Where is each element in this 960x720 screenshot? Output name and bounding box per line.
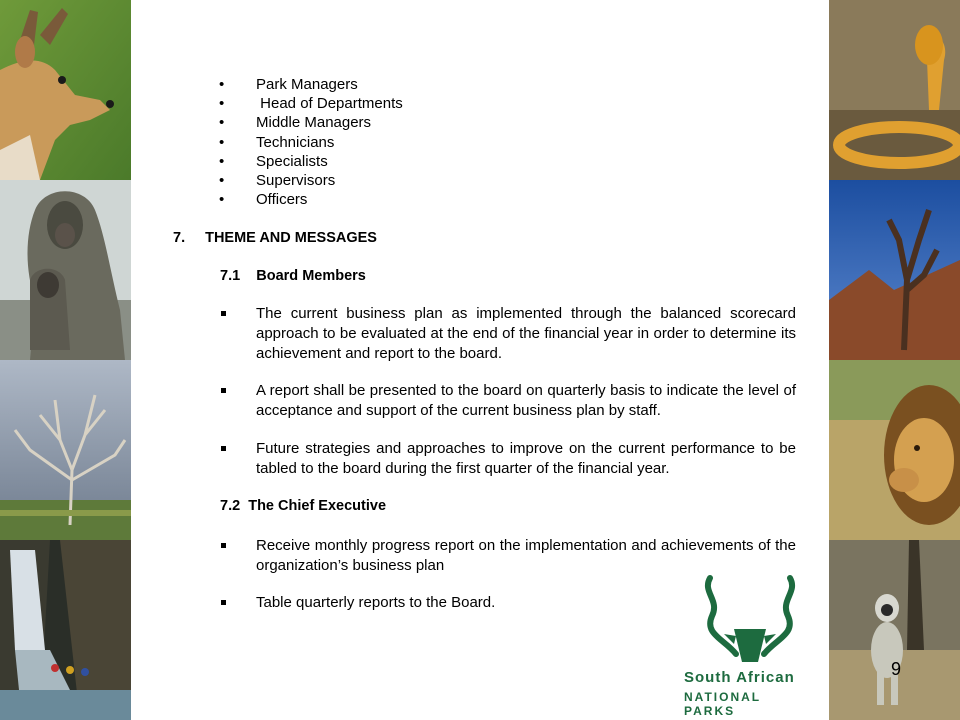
list-item-label: Middle Managers (256, 114, 372, 132)
subsection-7-1-heading: 7.1 Board Members (220, 268, 366, 284)
bullet-icon: • (219, 152, 225, 170)
list-item (219, 171, 403, 190)
list-item-label: Head of Departments (256, 95, 403, 113)
list-item-label: Supervisors (256, 171, 336, 189)
list-item-label: Officers (256, 191, 308, 209)
bullet-icon: • (219, 133, 225, 151)
list-item (219, 152, 403, 171)
list-item (221, 439, 796, 479)
list-item (221, 304, 796, 364)
cobra-photo (829, 0, 960, 180)
list-item-text: The current business plan as implemented through the balanced scorecard approach to be evaluated at the end of the financial year in order to determine its achievement and report to the board. (256, 305, 796, 362)
list-item (221, 536, 796, 576)
square-bullet-icon (221, 388, 226, 393)
monkey-photo (829, 540, 960, 720)
bullet-icon: • (219, 191, 225, 209)
list-item-text: Future strategies and approaches to improve on the current performance to be tabled to the board during the first quarter of the financial year. (256, 440, 796, 477)
square-bullet-icon (221, 311, 226, 316)
section-number: 7. (173, 230, 186, 246)
list-item (219, 113, 403, 132)
kudu-horns-icon (684, 574, 816, 666)
quiver-tree-photo (829, 180, 960, 360)
sanparks-logo (684, 574, 816, 718)
section-title: THEME AND MESSAGES (205, 230, 377, 246)
section-7-heading (173, 229, 377, 248)
left-photo-strip (0, 0, 131, 720)
list-item-text: Receive monthly progress report on the implementation and achievements of the organization’s business plan (256, 537, 796, 574)
list-item (219, 75, 403, 94)
list-item (219, 94, 403, 113)
antelope-photo (0, 0, 131, 180)
list-item (219, 190, 403, 209)
waterfall-photo (0, 540, 131, 720)
audience-bullet-list (219, 75, 403, 209)
list-item-label: Specialists (256, 152, 328, 170)
bullet-icon: • (219, 95, 225, 113)
right-photo-strip (829, 0, 960, 720)
page-number: 9 (891, 659, 902, 679)
bullet-icon: • (219, 114, 225, 132)
logo-line-1: South African (684, 669, 795, 686)
list-item-label: Technicians (256, 133, 335, 151)
baboon-photo (0, 180, 131, 360)
list-item-text: Table quarterly reports to the Board. (256, 594, 496, 611)
subsection-7-2-heading: 7.2 The Chief Executive (220, 498, 387, 514)
bullet-icon: • (219, 76, 225, 93)
square-bullet-icon (221, 600, 226, 605)
square-bullet-icon (221, 543, 226, 548)
lion-photo (829, 360, 960, 540)
list-item (219, 133, 403, 152)
dead-tree-photo (0, 360, 131, 540)
list-item-text: A report shall be presented to the board on quarterly basis to indicate the level of acceptance and support of the current business plan by staff. (256, 382, 796, 419)
square-bullet-icon (221, 446, 226, 451)
bullet-icon: • (219, 171, 225, 189)
list-item (221, 381, 796, 421)
list-item-label: Park Managers (256, 76, 358, 93)
logo-line-2: NATIONAL PARKS (684, 690, 761, 718)
